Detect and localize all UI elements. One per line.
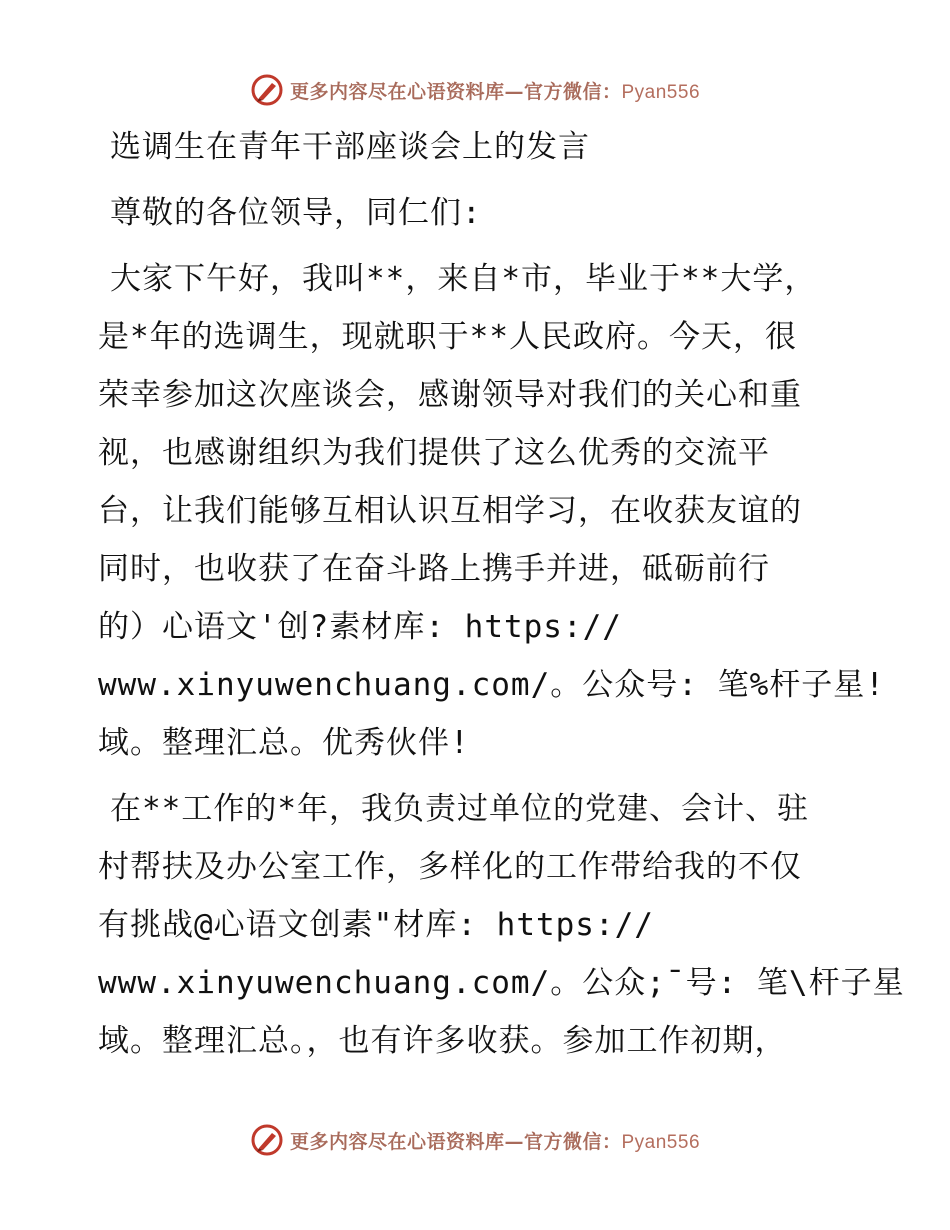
pen-logo-icon [250,73,284,107]
document-title: 选调生在青年干部座谈会上的发言 [110,129,590,165]
text-line: 同时，也收获了在奋斗路上携手并进，砥砺前行 [98,551,770,587]
paragraph-2 [98,780,905,1070]
watermark-text: 更多内容尽在心语资料库—官方微信：Pyan556 [289,1130,701,1153]
text-line: 有挑战@心语文创素"材库: https:// [98,907,654,943]
text-line: 视，也感谢组织为我们提供了这么优秀的交流平 [98,435,770,471]
text-line: 荣幸参加这次座谈会，感谢领导对我们的关心和重 [98,377,802,413]
pen-logo-icon [250,1123,284,1157]
text-line: www.xinyuwenchuang.com/。公众;¯号: 笔\杆子星 [98,965,905,1001]
text-line: 台，让我们能够互相认识互相学习，在收获友谊的 [98,493,802,529]
watermark-footer [0,1120,950,1160]
document-body [98,118,905,1070]
text-line: 是*年的选调生，现就职于**人民政府。今天，很 [98,319,797,355]
text-line: www.xinyuwenchuang.com/。公众号: 笔%杆子星! [98,667,885,703]
text-line: 域。整理汇总。，也有许多收获。参加工作初期， [98,1023,787,1059]
salutation: 尊敬的各位领导，同仁们: [110,195,482,231]
text-line: 的）心语文'创?素材库: https:// [98,609,622,645]
text-line: 域。整理汇总。优秀伙伴! [98,725,470,761]
text-line: 在**工作的*年，我负责过单位的党建、会计、驻 [110,791,809,827]
text-line: 村帮扶及办公室工作，多样化的工作带给我的不仅 [98,849,802,885]
watermark-header [0,70,950,110]
text-line: 大家下午好，我叫**，来自*市，毕业于**大学， [110,261,817,297]
paragraph-1 [98,250,885,772]
watermark-text: 更多内容尽在心语资料库—官方微信：Pyan556 [289,80,701,103]
